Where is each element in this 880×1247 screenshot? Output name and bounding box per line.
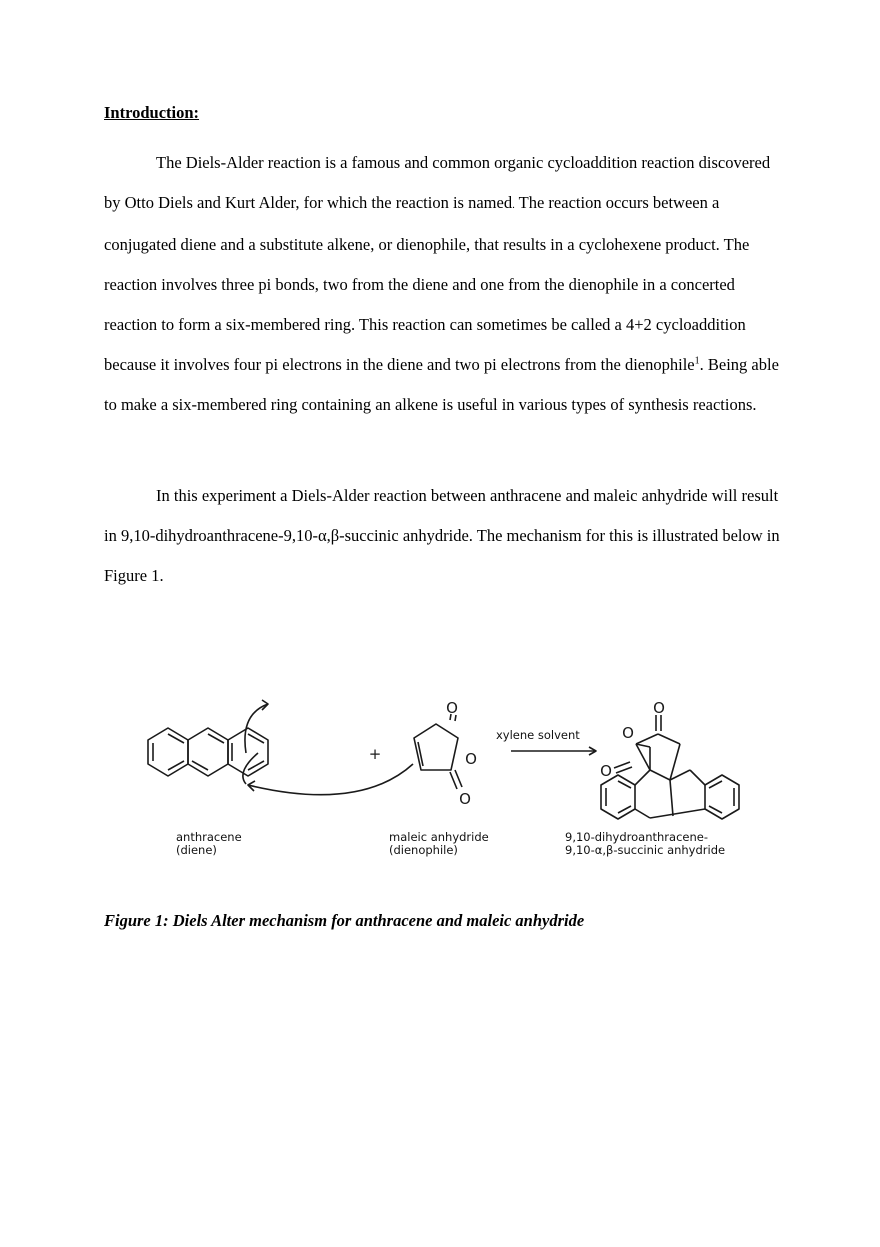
oxygen-label: O	[653, 699, 665, 717]
oxygen-label: O	[465, 750, 477, 768]
paragraph-1-separator: .	[512, 199, 515, 211]
reaction-conditions-label: xylene solvent	[496, 728, 580, 742]
paragraph-1-text-c: . Being able to make a six-membered ring containing an alkene is useful in various types of synthesis reactions.	[104, 355, 779, 414]
anthracene-role-label: (diene)	[176, 843, 217, 857]
oxygen-label: O	[600, 762, 612, 780]
reaction-scheme	[128, 690, 768, 870]
paragraph-1-text-b: The reaction occurs between a conjugated diene and a substitute alkene, or dienophile, that results in a cyclohexene product. The reaction involves three pi bonds, two from the diene and one from the dienophile in a concerted reaction to form a six-membered ring. This reaction can sometimes be called a 4+2 cycloaddition because it involves four pi electrons in the diene and two pi electrons from the dienophile	[104, 193, 750, 374]
oxygen-label: O	[446, 699, 458, 717]
intro-paragraph-1	[104, 143, 780, 425]
paragraph-2-text: In this experiment a Diels-Alder reaction between anthracene and maleic anhydride will result in 9,10-dihydroanthracene-9,10-α,β-succinic anhydride. The mechanism for this is illustrated below in Figure 1.	[104, 486, 780, 585]
plus-sign: +	[368, 745, 382, 763]
electron-arrow-3	[248, 764, 413, 795]
anthracene-label: anthracene	[176, 830, 242, 844]
oxygen-label: O	[459, 790, 471, 808]
maleic-anhydride-label: maleic anhydride	[389, 830, 489, 844]
figure-caption: Figure 1: Diels Alter mechanism for anthracene and maleic anhydride	[104, 911, 585, 930]
product-label-line-1: 9,10-dihydroanthracene-	[565, 830, 708, 844]
intro-paragraph-2	[104, 476, 780, 596]
anthracene-structure	[148, 728, 268, 776]
maleic-anhydride-role-label: (dienophile)	[389, 843, 458, 857]
citation-superscript: 1	[694, 355, 700, 367]
paragraph-1-text-a: The Diels-Alder reaction is a famous and common organic cycloaddition reaction discovered by Otto Diels and Kurt Alder, for which the reaction is named	[104, 153, 771, 212]
product-label-line-2: 9,10-α,β-succinic anhydride	[565, 843, 726, 857]
reaction-figure	[128, 690, 768, 870]
oxygen-label: O	[622, 724, 634, 742]
section-heading: Introduction:	[104, 103, 200, 122]
maleic-anhydride-structure	[414, 714, 462, 789]
